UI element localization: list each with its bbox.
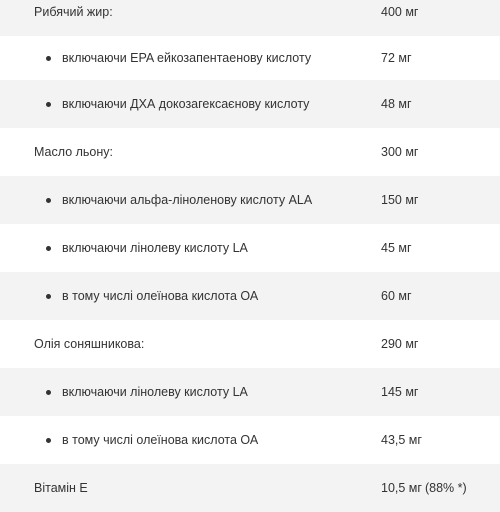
bullet-icon — [46, 438, 51, 443]
table-row-flax-oil — [0, 128, 500, 176]
ingredient-amount: 300 мг — [381, 145, 419, 159]
ingredient-amount: 290 мг — [381, 337, 419, 351]
ingredient-amount: 45 мг — [381, 241, 412, 255]
ingredient-amount: 48 мг — [381, 97, 412, 111]
bullet-icon — [46, 390, 51, 395]
ingredient-amount: 43,5 мг — [381, 433, 422, 447]
ingredient-name: Рибячий жир: — [34, 5, 113, 19]
ingredient-name: Олія соняшникова: — [34, 337, 145, 351]
table-row-ala — [0, 176, 500, 224]
ingredient-name: Масло льону: — [34, 145, 113, 159]
daily-value-percent: (88% *) — [424, 481, 467, 495]
ingredient-name: включаючи лінолеву кислоту LA — [62, 241, 248, 255]
ingredient-amount: 150 мг — [381, 193, 419, 207]
table-row-epa — [0, 34, 500, 82]
bullet-icon — [46, 246, 51, 251]
ingredient-name: включаючи EPA ейкозапентаенову кислоту — [62, 51, 312, 65]
ingredient-amount — [381, 464, 467, 512]
ingredient-amount: 60 мг — [381, 289, 412, 303]
bullet-icon — [46, 294, 51, 299]
ingredient-amount: 72 мг — [381, 51, 412, 65]
ingredient-name: включаючи ДХА докозагексаєнову кислоту — [62, 97, 310, 111]
table-row-vitamin-e — [0, 464, 500, 512]
bullet-icon — [46, 198, 51, 203]
ingredient-amount: 400 мг — [381, 5, 419, 19]
amount-value: 10,5 мг — [381, 481, 422, 495]
table-row-oa-flax — [0, 272, 500, 320]
ingredient-amount: 145 мг — [381, 385, 419, 399]
bullet-icon — [46, 102, 51, 107]
bullet-icon — [46, 56, 51, 61]
ingredient-name: Вітамін Е — [34, 481, 88, 495]
ingredient-name: в тому числі олеїнова кислота ОА — [62, 289, 259, 303]
ingredient-name: включаючи лінолеву кислоту LA — [62, 385, 248, 399]
table-row-oa-sunflower — [0, 416, 500, 464]
table-row-fish-oil — [0, 0, 500, 36]
table-row-la-sunflower — [0, 368, 500, 416]
table-row-sunflower-oil — [0, 320, 500, 368]
table-row-la-flax — [0, 224, 500, 272]
ingredient-name: включаючи альфа-ліноленову кислоту ALA — [62, 193, 313, 207]
ingredient-name: в тому числі олеїнова кислота ОА — [62, 433, 259, 447]
table-row-dha — [0, 80, 500, 128]
